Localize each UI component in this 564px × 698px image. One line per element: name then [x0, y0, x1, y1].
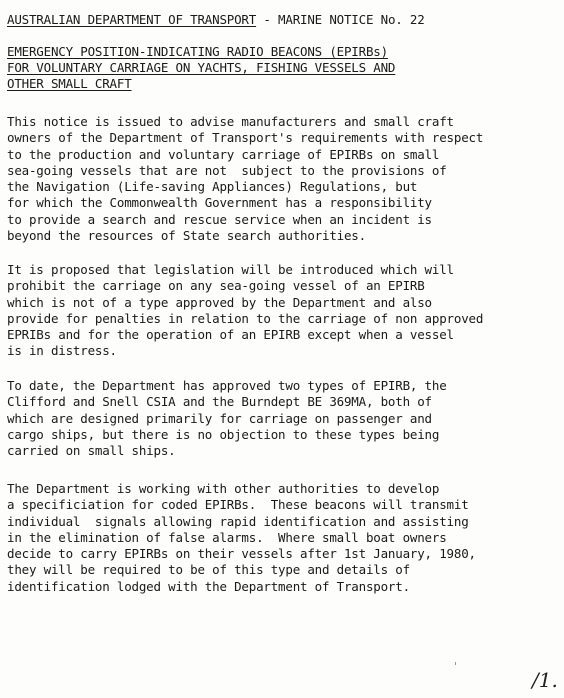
text-line: It is proposed that legislation will be introduced which will	[7, 262, 454, 277]
text-line: which is not of a type approved by the Department and also	[7, 294, 432, 310]
page-number-mark: /1.	[532, 668, 558, 692]
text-line: This notice is issued to advise manufacturers and small craft	[7, 114, 454, 129]
text-line: EPRIBs and for the operation of an EPIRB except when a vessel	[7, 327, 454, 343]
paragraph-purpose	[7, 114, 483, 244]
subject-line: EMERGENCY POSITION-INDICATING RADIO BEACONS (EPIRBs)	[7, 44, 388, 59]
text-line: to the production and voluntary carriage of EPIRBs on small	[7, 146, 440, 162]
notice-number: - MARINE NOTICE No. 22	[256, 12, 425, 27]
text-line: in the elimination of false alarms. Where small boat owners	[7, 529, 447, 545]
scan-speck	[455, 662, 456, 665]
notice-header	[7, 12, 425, 28]
department-name: AUSTRALIAN DEPARTMENT OF TRANSPORT	[7, 12, 257, 27]
text-line: is in distress.	[7, 343, 117, 359]
text-line: carried on small ships.	[7, 443, 176, 459]
text-line: The Department is working with other authorities to develop	[7, 481, 440, 496]
text-line: to provide a search and rescue service when an incident is	[7, 211, 432, 227]
text-line: beyond the resources of State search authorities.	[7, 228, 366, 244]
text-line: sea-going vessels that are not subject to the provisions of	[7, 162, 447, 178]
text-line: owners of the Department of Transport's requirements with respect	[7, 130, 484, 146]
paragraph-legislation	[7, 262, 483, 360]
text-line: cargo ships, but there is no objection to these types being	[7, 426, 440, 442]
subject-line: FOR VOLUNTARY CARRIAGE ON YACHTS, FISHING VESSELS AND	[7, 60, 396, 75]
text-line: individual signals allowing rapid identification and assisting	[7, 513, 469, 529]
text-line: for which the Commonwealth Government has a responsibility	[7, 195, 432, 211]
paragraph-coded-epirbs	[7, 481, 476, 595]
text-line: a specificiation for coded EPIRBs. These beacons will transmit	[7, 497, 469, 513]
text-line: the Navigation (Life-saving Appliances) Regulations, but	[7, 179, 418, 195]
text-line: provide for penalties in relation to the carriage of non approved	[7, 310, 484, 326]
text-line: prohibit the carriage on any sea-going vessel of an EPIRB	[7, 278, 425, 294]
notice-subject	[7, 44, 395, 92]
text-line: they will be required to be of this type and details of	[7, 562, 410, 578]
subject-line: OTHER SMALL CRAFT	[7, 76, 132, 91]
paragraph-approved-types	[7, 378, 447, 459]
text-line: decide to carry EPIRBs on their vessels after 1st January, 1980,	[7, 546, 476, 562]
text-line: Clifford and Snell CSIA and the Burndept BE 369MA, both of	[7, 394, 432, 410]
text-line: which are designed primarily for carriage on passenger and	[7, 410, 432, 426]
text-line: To date, the Department has approved two types of EPIRB, the	[7, 378, 447, 393]
text-line: identification lodged with the Department of Transport.	[7, 578, 410, 594]
